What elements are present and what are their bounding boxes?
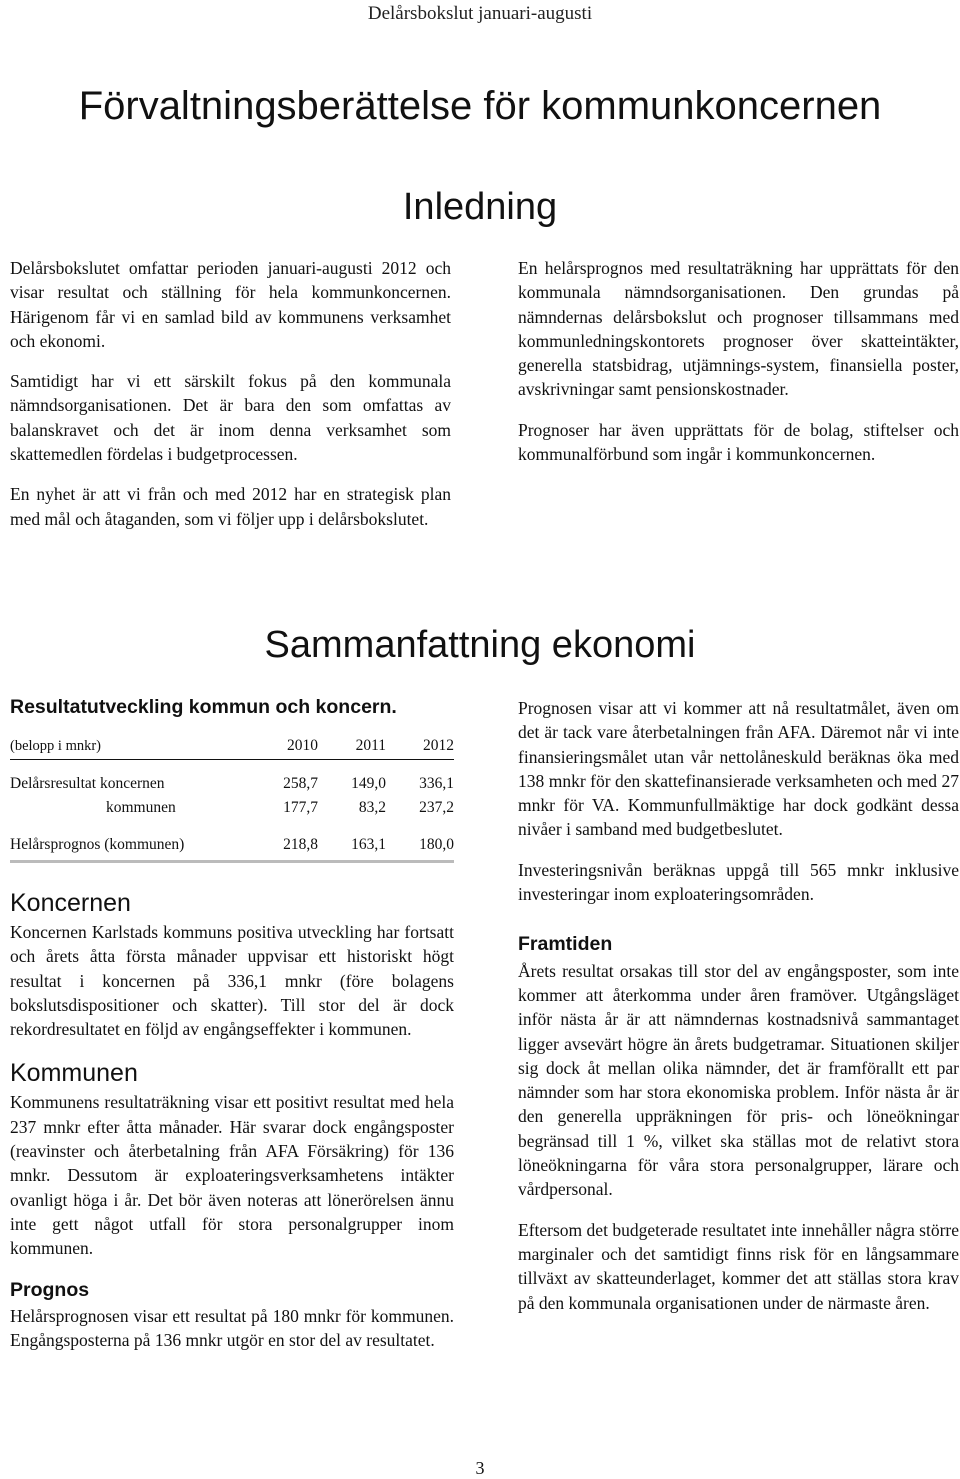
paragraph: Årets resultat orsakas till stor del av engångsposter, som inte kommer att återkomma under åren framöver. Utgångsläget inför nästa år är att nämndernas kostnadsnivå sammantaget ligger avsevärt högre än årets budgetramar. Situationen skiljer sig dock åt mellan olika nämnder, det är framförallt ett par nämnder som har stora ekonomiska problem. Inför nästa år är den generella uppräkningen för pris- och löneökningar begränsad till 1 %, vilket ska ställas mot de relativt stora löneökningarna för våra stora personalgrupper, lärare och vårdpersonal. bbox=[518, 960, 959, 1200]
heading-prognos: Prognos bbox=[10, 1278, 90, 1301]
table-cell: 218,8 bbox=[250, 830, 318, 862]
table-year-header: 2011 bbox=[318, 733, 386, 760]
section-title-sammanfattning: Sammanfattning ekonomi bbox=[264, 624, 696, 666]
page-title: Förvaltningsberättelse för kommunkoncernen bbox=[78, 84, 882, 128]
table-cell: 149,0 bbox=[351, 775, 386, 792]
table-row bbox=[10, 830, 454, 862]
table-cell: 180,0 bbox=[386, 830, 454, 862]
heading-kommunen: Kommunen bbox=[10, 1059, 138, 1088]
paragraph: Eftersom det budgeterade resultatet inte innehåller några större marginaler och det samtidigt finns risk för en långsammare tillväxt av skatteunderlaget, kommer det att ställas stora krav på den kommunala organisationen under de närmaste åren. bbox=[518, 1219, 959, 1313]
table-unit-label: (belopp i mnkr) bbox=[10, 737, 102, 754]
table-year-header: 2010 bbox=[250, 733, 318, 760]
inledning-left-column bbox=[10, 256, 451, 547]
sammanfattning-left-column bbox=[10, 696, 454, 1352]
paragraph-kommunen: Kommunens resultaträkning visar ett positivt resultat med hela 237 mnkr efter åtta månader. Här svarar dock engångsposter (reavinster och återbetalning från AFA Försäkring) för 136 mnkr. Dessutom är exploateringsverksamhetens intäkter ovanligt höga i år. Det bör även noteras att lönerörelsen ännu inte gett något utfall för stora personalgrupper inom kommunen. bbox=[10, 1092, 454, 1259]
table-cell: 163,1 bbox=[318, 830, 386, 862]
table-header-row bbox=[10, 733, 454, 760]
table-cell: 336,1 bbox=[419, 775, 454, 792]
paragraph: Prognosen visar att vi kommer att nå resultatmålet, även om det är tack vare återbetalningen från AFA. Däremot når vi inte finansieringsmålet utan vår nettolåneskuld beräknas öka med 138 mnkr för den skattefinansierade verksamheten och med 27 mnkr för VA. Kommunfullmäktige har dock godkänt dessa nivåer i samband med budgetbeslutet. bbox=[518, 698, 959, 840]
paragraph: Investeringsnivån beräknas uppgå till 565 mnkr inklusive investeringar inom exploateringsområden. bbox=[518, 859, 959, 905]
table-row-label: kommunen bbox=[106, 799, 176, 816]
table-cell: 237,2 bbox=[419, 799, 454, 816]
sammanfattning-right-column bbox=[518, 696, 959, 1331]
paragraph: Samtidigt har vi ett särskilt fokus på den kommunala nämndsorganisationen. Det är bara den som omfattas av balanskravet och det är inom denna verksamhet som skattemedlen fördelas i budgetprocessen. bbox=[10, 371, 451, 465]
running-header: Delårsbokslut januari-augusti bbox=[367, 3, 593, 24]
table-row-label: Delårsresultat koncernen bbox=[10, 775, 165, 792]
section-title-inledning: Inledning bbox=[402, 186, 558, 228]
paragraph: Delårsbokslutet omfattar perioden januari-augusti 2012 och visar resultat och ställning för hela kommunkoncernen. Härigenom får vi en samlad bild av kommunens verksamhet och ekonomi. bbox=[10, 258, 451, 351]
paragraph: En helårsprognos med resultaträkning har upprättats för den kommunala nämndsorganisationen. Den grundas på nämndernas delårsbokslut och prognoser tillsammans med kommunledningskontorets prognoser över skatteintäkter, generella statsbidrag, utjämnings-system, finansiella poster, avskrivningar samt pensionskostnader. bbox=[518, 258, 959, 400]
table-year-header: 2012 bbox=[386, 733, 454, 760]
heading-koncernen: Koncernen bbox=[10, 889, 131, 917]
inledning-right-column bbox=[518, 256, 959, 482]
table-heading: Resultatutveckling kommun och koncern. bbox=[10, 696, 397, 718]
table-row-label: Helårsprognos (kommunen) bbox=[10, 830, 250, 862]
paragraph-koncernen: Koncernen Karlstads kommuns positiva utveckling har fortsatt och årets åtta första månader uppvisar ett historiskt högt resultat i koncernen på 336,1 mnkr (före bolagens bokslutsdispositioner och skatter). Till stor del är dock rekordresultatet en följd av engångseffekter i kommunen. bbox=[10, 922, 454, 1040]
heading-framtiden: Framtiden bbox=[518, 933, 613, 956]
table-row bbox=[10, 772, 454, 796]
table-cell: 177,7 bbox=[283, 799, 318, 816]
page-number: 3 bbox=[475, 1458, 485, 1478]
paragraph: En nyhet är att vi från och med 2012 har en strategisk plan med mål och åtaganden, som vi följer upp i delårsbokslutet. bbox=[10, 484, 451, 529]
table-cell: 83,2 bbox=[358, 799, 386, 816]
table-row bbox=[10, 796, 454, 820]
paragraph: Prognoser har även upprättats för de bolag, stiftelser och kommunalförbund som ingår i kommunkoncernen. bbox=[518, 419, 959, 465]
paragraph-prognos: Helårsprognosen visar ett resultat på 180 mnkr för kommunen. Engångsposterna på 136 mnkr utgör en stor del av resultatet. bbox=[10, 1305, 454, 1350]
result-table bbox=[10, 733, 454, 863]
table-cell: 258,7 bbox=[283, 775, 318, 792]
